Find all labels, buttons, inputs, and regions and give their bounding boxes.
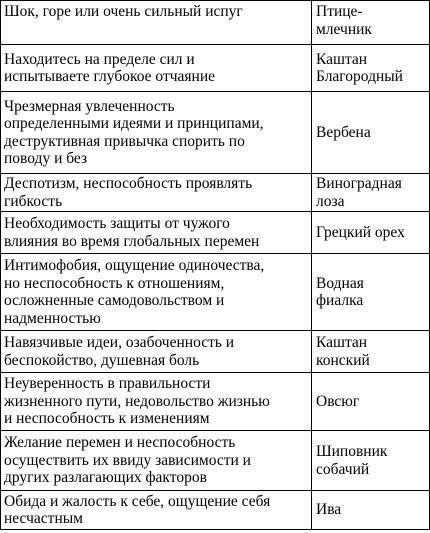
description-cell	[1, 92, 312, 174]
description-text: Деспотизм, неспособность проявлять гибкость	[4, 175, 253, 210]
remedy-cell	[312, 431, 430, 491]
description-cell	[1, 45, 312, 92]
description-cell	[1, 254, 312, 331]
description-text: Необходимость защиты от чужого влияния во время глобальных перемен	[4, 215, 260, 250]
table-row	[1, 491, 430, 530]
remedy-text: Виноградная лоза	[316, 175, 402, 210]
description-cell	[1, 1, 312, 45]
table-row	[1, 1, 430, 45]
description-text: Желание перемен и неспособность осуществить их ввиду зависимости и других разлагающих факторов	[4, 434, 251, 487]
remedy-text: Птице- млечник	[316, 3, 372, 38]
table-row	[1, 92, 430, 174]
remedy-text: Каштан Благородный	[316, 50, 403, 85]
remedy-cell	[312, 212, 430, 254]
table-row	[1, 45, 430, 92]
table-row	[1, 431, 430, 491]
remedy-text: Водная фиалка	[316, 274, 364, 309]
description-cell	[1, 431, 312, 491]
description-text: Навязчивые идеи, озабоченность и беспокойство, душевная боль	[4, 334, 235, 369]
table-row	[1, 331, 430, 373]
remedy-cell	[312, 373, 430, 431]
description-cell	[1, 373, 312, 431]
table-row	[1, 254, 430, 331]
remedy-cell	[312, 331, 430, 373]
remedy-cell	[312, 491, 430, 530]
description-cell	[1, 331, 312, 373]
remedy-cell	[312, 45, 430, 92]
remedy-text: Ива	[316, 501, 342, 519]
description-cell	[1, 174, 312, 212]
remedy-text: Шиповник собачий	[316, 443, 388, 478]
remedy-cell	[312, 174, 430, 212]
remedy-text: Каштан конский	[316, 334, 370, 369]
description-cell	[1, 212, 312, 254]
description-text: Обида и жалость к себе, ощущение себя несчастным	[4, 492, 271, 527]
description-text: Шок, горе или очень сильный испуг	[4, 3, 243, 20]
table-row	[1, 174, 430, 212]
remedy-text: Овсюг	[316, 392, 360, 410]
description-text: Интимофобия, ощущение одиночества, но неспособность к отношениям, осложненные самодовольством и надменностью	[4, 257, 265, 327]
table-row	[1, 373, 430, 431]
remedy-text: Вербена	[316, 123, 371, 141]
description-cell	[1, 491, 312, 530]
table-row	[1, 212, 430, 254]
remedy-cell	[312, 254, 430, 331]
remedy-cell	[312, 1, 430, 45]
description-text: Неуверенность в правильности жизненного пути, недовольство жизнью и неспособность к изменениям	[4, 375, 270, 428]
table-body	[1, 1, 430, 530]
description-text: Находитесь на пределе сил и испытываете глубокое отчаяние	[4, 50, 215, 85]
remedy-cell	[312, 92, 430, 174]
remedy-text: Грецкий орех	[316, 223, 405, 241]
description-text: Чрезмерная увлеченность определенными идеями и принципами, деструктивная привычка спорить по поводу и без	[4, 97, 264, 167]
